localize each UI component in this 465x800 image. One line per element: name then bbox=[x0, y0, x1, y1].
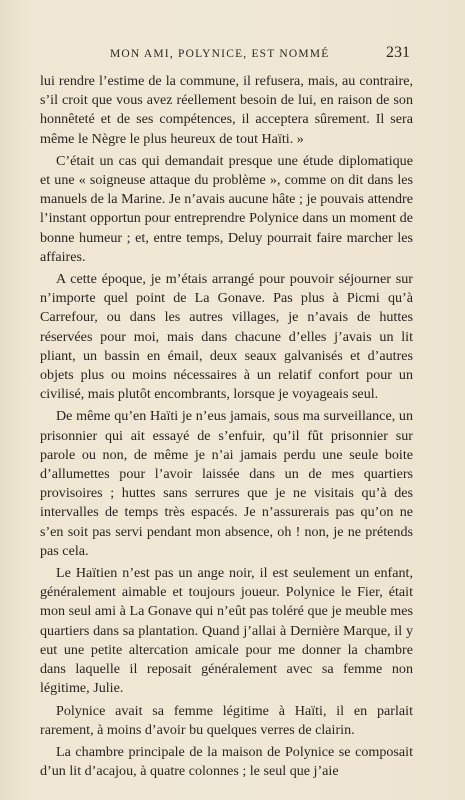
paragraph: C’était un cas qui demandait presque une étude diplomatique et une « soigneuse attaque du problème », comme on dit dans les manuels de la Marine. Je n’avais aucune hâte ; je pouvais attendre l’instant opportun pour entreprendre Polynice dans un moment de bonne humeur ; et, entre temps, Deluy pourrait faire marcher les affaires. bbox=[40, 152, 413, 265]
paragraph: De même qu’en Haïti je n’eus jamais, sous ma surveillance, un prisonnier qui ait essayé de s’enfuir, qu’il fût prisonnier sur parole ou non, de même je n’ai jamais perdu une seule boite d’allumettes pour l’avoir laissée dans un de mes quartiers provisoires ; huttes sans serrures que je ne visitais qu’à des intervalles de temps très espacés. Je n’assurerais pas qu’on ne s’en soit pas servi pendant mon absence, oh ! non, je ne prétends pas cela. bbox=[40, 408, 413, 559]
running-head: MON AMI, POLYNICE, EST NOMMÉ bbox=[110, 48, 330, 60]
paragraph: La chambre principale de la maison de Polynice se composait d’un lit d’acajou, à quatre colonnes ; le seul que j’aie bbox=[40, 743, 413, 780]
page-header bbox=[40, 44, 410, 64]
paragraph: A cette époque, je m’étais arrangé pour pouvoir séjourner sur n’importe quel point de La Gonave. Pas plus à Picmi qu’à Carrefour, ou dans les autres villages, je n’avais de huttes réservées pour moi, mais dans chacune d’elles j’avais un lit pliant, un bassin en émail, deux seaux galvanisés et d’autres objets plus ou moins nécessaires à un relatif confort pour un civilisé, mais plutôt encombrants, lorsque je voyageais seul. bbox=[40, 271, 413, 403]
paragraph: lui rendre l’estime de la commune, il refusera, mais, au contraire, s’il croit que vous avez réellement besoin de lui, en raison de son honnêteté et de ses compétences, il acceptera sûrement. Il sera même le Nègre le plus heureux de tout Haïti. » bbox=[40, 73, 413, 147]
page-number: 231 bbox=[386, 44, 410, 61]
body-text bbox=[40, 72, 413, 784]
paragraph: Polynice avait sa femme légitime à Haïti, il en parlait rarement, à moins d’avoir bu quelques verres de clairin. bbox=[40, 702, 413, 738]
paragraph: Le Haïtien n’est pas un ange noir, il est seulement un enfant, généralement aimable et toujours joueur. Polynice le Fier, était mon seul ami à La Gonave qui n’eût pas toléré que je meuble mes quartiers dans sa plantation. Quand j’allai à Dernière Marque, il y eut une petite altercation amicale pour me donner la chambre dans laquelle il reposait généralement avec sa femme non légitime, Julie. bbox=[40, 565, 413, 697]
